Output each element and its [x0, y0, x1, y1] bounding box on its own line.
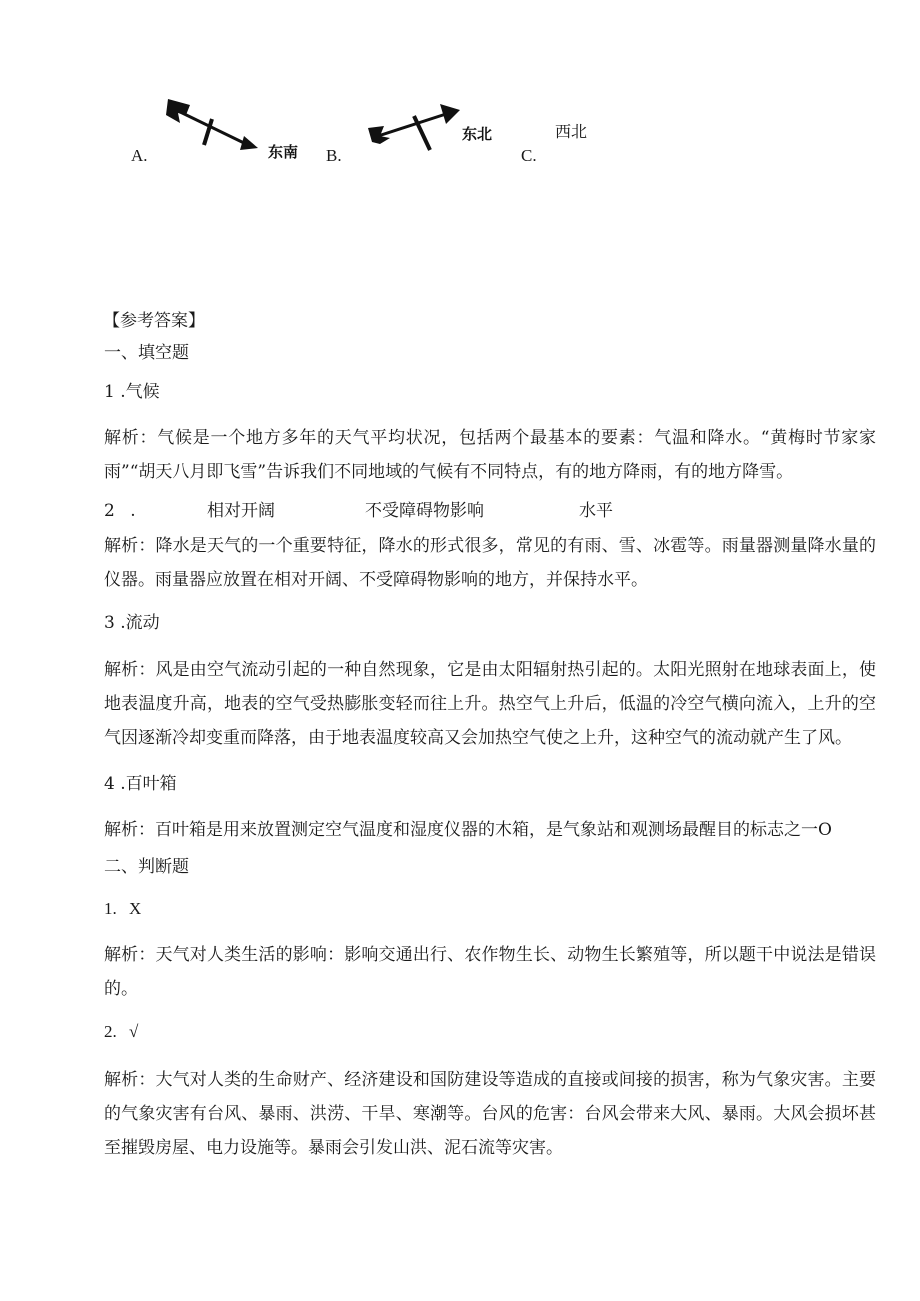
- s1-q3-analysis: 解析：风是由空气流动引起的一种自然现象，它是由太阳辐射热引起的。太阳光照射在地球表面上，使地表温度升高，地表的空气受热膨胀变轻而往上升。热空气上升后，低温的冷空气横向流入，上升的空气因逐渐冷却变重而降落，由于地表温度较高又会加热空气使之上升，这种空气的流动就产生了风。: [104, 660, 876, 748]
- s1-q2-analysis: 解析：降水是天气的一个重要特征，降水的形式很多，常见的有雨、雪、冰雹等。雨量器测量降水量的仪器。雨量器应放置在相对开阔、不受障碍物影响的地方，并保持水平。: [104, 536, 876, 590]
- option-b-direction-label: 东北: [462, 125, 493, 143]
- s1-q1-answer: 1 .气候: [104, 382, 160, 402]
- option-a-letter: A.: [131, 146, 148, 165]
- s1-q2-blank-3: 水平: [579, 501, 613, 521]
- s1-q4-answer: 4 .百叶箱: [104, 774, 177, 794]
- s1-q3-answer: 3 .流动: [104, 613, 160, 633]
- answer-heading: 【参考答案】: [103, 311, 205, 331]
- wind-vane-b-icon: [366, 98, 466, 158]
- s2-q2-answer: 2. √: [104, 1022, 139, 1041]
- option-b-letter: B.: [326, 146, 342, 165]
- wind-vane-a-icon: [160, 95, 270, 160]
- s1-q1-analysis: 解析：气候是一个地方多年的天气平均状况，包括两个最基本的要素：气温和降水。“黄梅时节家家雨”“胡天八月即飞雪”告诉我们不同地域的气候有不同特点，有的地方降雨，有的地方降雪。: [104, 428, 876, 482]
- s1-q2-blank-1: 相对开阔: [207, 501, 275, 521]
- s2-q1-answer: 1. X: [104, 899, 142, 918]
- s1-q2-blank-2: 不受障碍物影响: [365, 501, 484, 521]
- option-c-direction-label: 西北: [555, 122, 588, 141]
- section2-title: 二、判断题: [104, 857, 189, 877]
- option-a-direction-label: 东南: [268, 143, 299, 161]
- section1-title: 一、填空题: [104, 343, 189, 363]
- s1-q4-analysis: 解析：百叶箱是用来放置测定空气温度和湿度仪器的木箱，是气象站和观测场最醒目的标志之一O: [104, 820, 832, 840]
- s2-q2-analysis: 解析：大气对人类的生命财产、经济建设和国防建设等造成的直接或间接的损害，称为气象灾害。主要的气象灾害有台风、暴雨、洪涝、干旱、寒潮等。台风的危害：台风会带来大风、暴雨。大风会损坏甚至摧毁房屋、电力设施等。暴雨会引发山洪、泥石流等灾害。: [104, 1070, 876, 1158]
- option-c-letter: C.: [521, 146, 537, 165]
- s1-q2-number: 2 .: [104, 501, 136, 521]
- s2-q1-analysis: 解析：天气对人类生活的影响：影响交通出行、农作物生长、动物生长繁殖等，所以题干中说法是错误的。: [104, 945, 876, 999]
